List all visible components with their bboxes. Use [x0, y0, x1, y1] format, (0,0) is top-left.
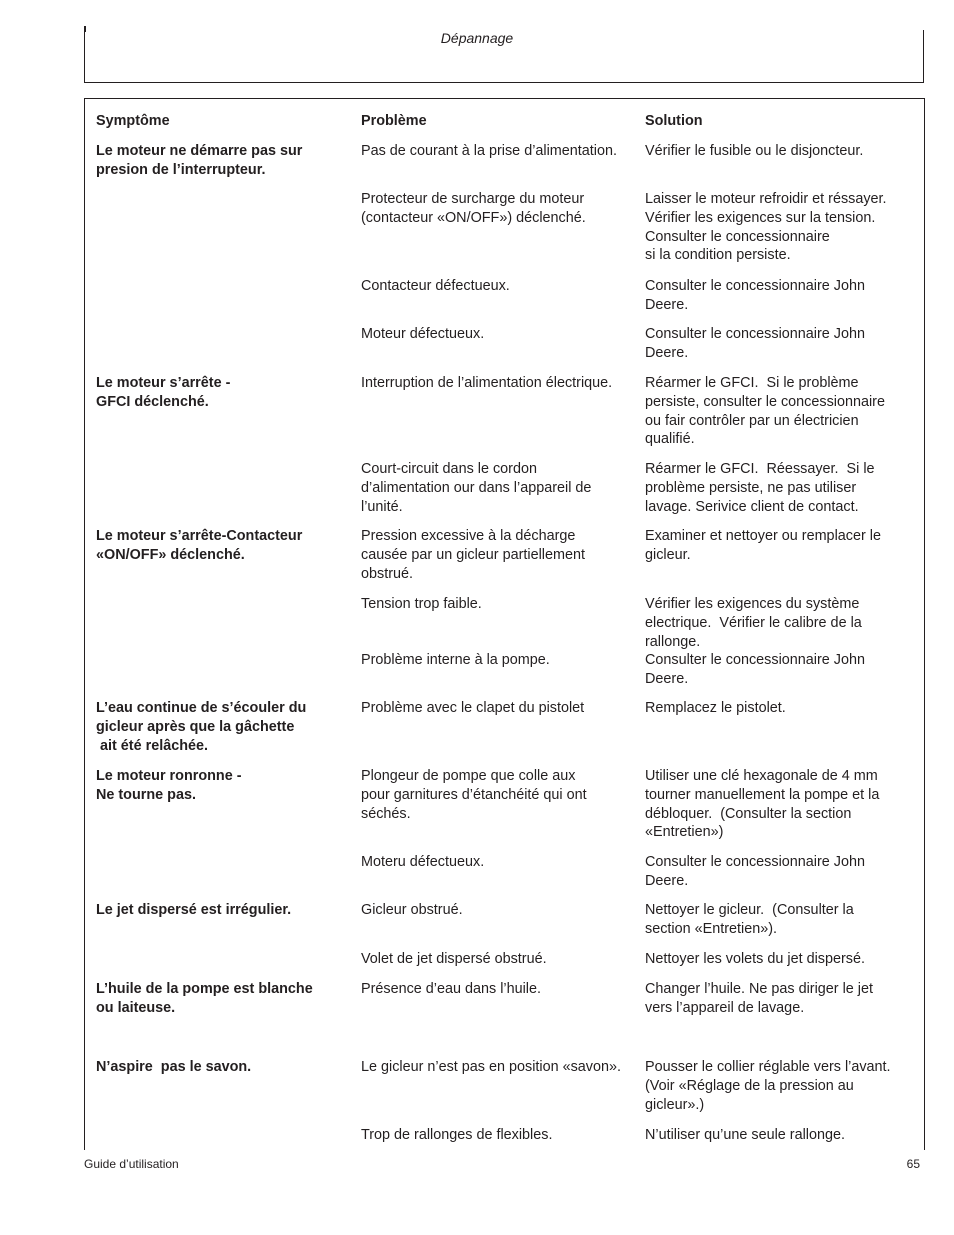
row-15-solution: Changer l’huile. Ne pas diriger le jet vers l’appareil de lavage. — [645, 981, 873, 1016]
column-header-solution: Solution — [645, 113, 703, 129]
row-17-problem: Trop de rallonges de flexibles. — [361, 1127, 553, 1143]
row-12-solution: Consulter le concessionnaire John Deere. — [645, 854, 865, 889]
row-2-problem: Protecteur de surcharge du moteur (contacteur «ON/OFF») déclenché. — [361, 191, 586, 226]
row-4-solution: Consulter le concessionnaire John Deere. — [645, 326, 865, 361]
row-10-problem: Problème avec le clapet du pistolet — [361, 700, 585, 716]
row-8-problem: Tension trop faible. — [361, 596, 482, 612]
row-11-solution: Utiliser une clé hexagonale de 4 mm tourner manuellement la pompe et la débloquer. (Consulter la section «Entretien») — [645, 768, 880, 841]
row-5-problem: Interruption de l’alimentation électrique. — [361, 375, 613, 391]
row-6-problem: Court-circuit dans le cordon d’alimentation our dans l’appareil de l’unité. — [361, 461, 592, 515]
row-3-problem: Contacteur défectueux. — [361, 278, 510, 294]
row-14-problem: Volet de jet dispersé obstrué. — [361, 951, 547, 967]
row-10-solution: Remplacez le pistolet. — [645, 700, 786, 716]
row-16-symptom: N’aspire pas le savon. — [96, 1059, 252, 1075]
row-12-problem: Moteru défectueux. — [361, 854, 485, 870]
page-number: 65 — [906, 1157, 920, 1171]
row-13-problem: Gicleur obstrué. — [361, 902, 463, 918]
row-7-problem: Pression excessive à la décharge causée par un gicleur partiellement obstrué. — [361, 528, 585, 582]
row-10-symptom: L’eau continue de s’écouler du gicleur après que la gâchette ait été relâchée. — [96, 700, 307, 754]
row-11-symptom: Le moteur ronronne - Ne tourne pas. — [96, 768, 242, 803]
row-15-symptom: L’huile de la pompe est blanche ou laiteuse. — [96, 981, 313, 1016]
row-16-problem: Le gicleur n’est pas en position «savon». — [361, 1059, 622, 1075]
row-1-problem: Pas de courant à la prise d’alimentation. — [361, 143, 617, 159]
row-4-problem: Moteur défectueux. — [361, 326, 485, 342]
row-9-solution: Consulter le concessionnaire John Deere. — [645, 652, 865, 687]
row-8-solution: Vérifier les exigences du système electrique. Vérifier le calibre de la rallonge. — [645, 596, 862, 650]
row-16-solution: Pousser le collier réglable vers l’avant. (Voir «Réglage de la pression au gicleur».) — [645, 1059, 891, 1113]
row-13-solution: Nettoyer le gicleur. (Consulter la section «Entretien»). — [645, 902, 854, 937]
row-7-symptom: Le moteur s’arrête-Contacteur «ON/OFF» déclenché. — [96, 528, 303, 563]
row-7-solution: Examiner et nettoyer ou remplacer le gicleur. — [645, 528, 881, 563]
section-title: Dépannage — [440, 30, 514, 46]
row-17-solution: N’utiliser qu’une seule rallonge. — [645, 1127, 845, 1143]
footer-guide-title: Guide d’utilisation — [84, 1157, 179, 1171]
row-9-problem: Problème interne à la pompe. — [361, 652, 550, 668]
row-1-solution: Vérifier le fusible ou le disjoncteur. — [645, 143, 864, 159]
row-5-symptom: Le moteur s’arrête - GFCI déclenché. — [96, 375, 231, 410]
row-11-problem: Plongeur de pompe que colle aux pour garnitures d’étanchéité qui ont séchés. — [361, 768, 587, 822]
row-6-solution: Réarmer le GFCI. Réessayer. Si le problème persiste, ne pas utiliser lavage. Serivice client de contact. — [645, 461, 875, 515]
row-14-solution: Nettoyer les volets du jet dispersé. — [645, 951, 865, 967]
row-1-symptom: Le moteur ne démarre pas sur presion de l’interrupteur. — [96, 143, 303, 178]
row-5-solution: Réarmer le GFCI. Si le problème persiste, consulter le concessionnaire ou fair contrôler par un électricien qualifié. — [645, 375, 885, 448]
row-13-symptom: Le jet dispersé est irrégulier. — [96, 902, 292, 918]
column-header-symptom: Symptôme — [96, 113, 170, 129]
row-2-solution: Laisser le moteur refroidir et réssayer. Vérifier les exigences sur la tension. Consulter le concessionnaire si la condition persiste. — [645, 191, 887, 264]
row-3-solution: Consulter le concessionnaire John Deere. — [645, 278, 865, 313]
column-header-problem: Problème — [361, 113, 427, 129]
row-15-problem: Présence d’eau dans l’huile. — [361, 981, 542, 997]
